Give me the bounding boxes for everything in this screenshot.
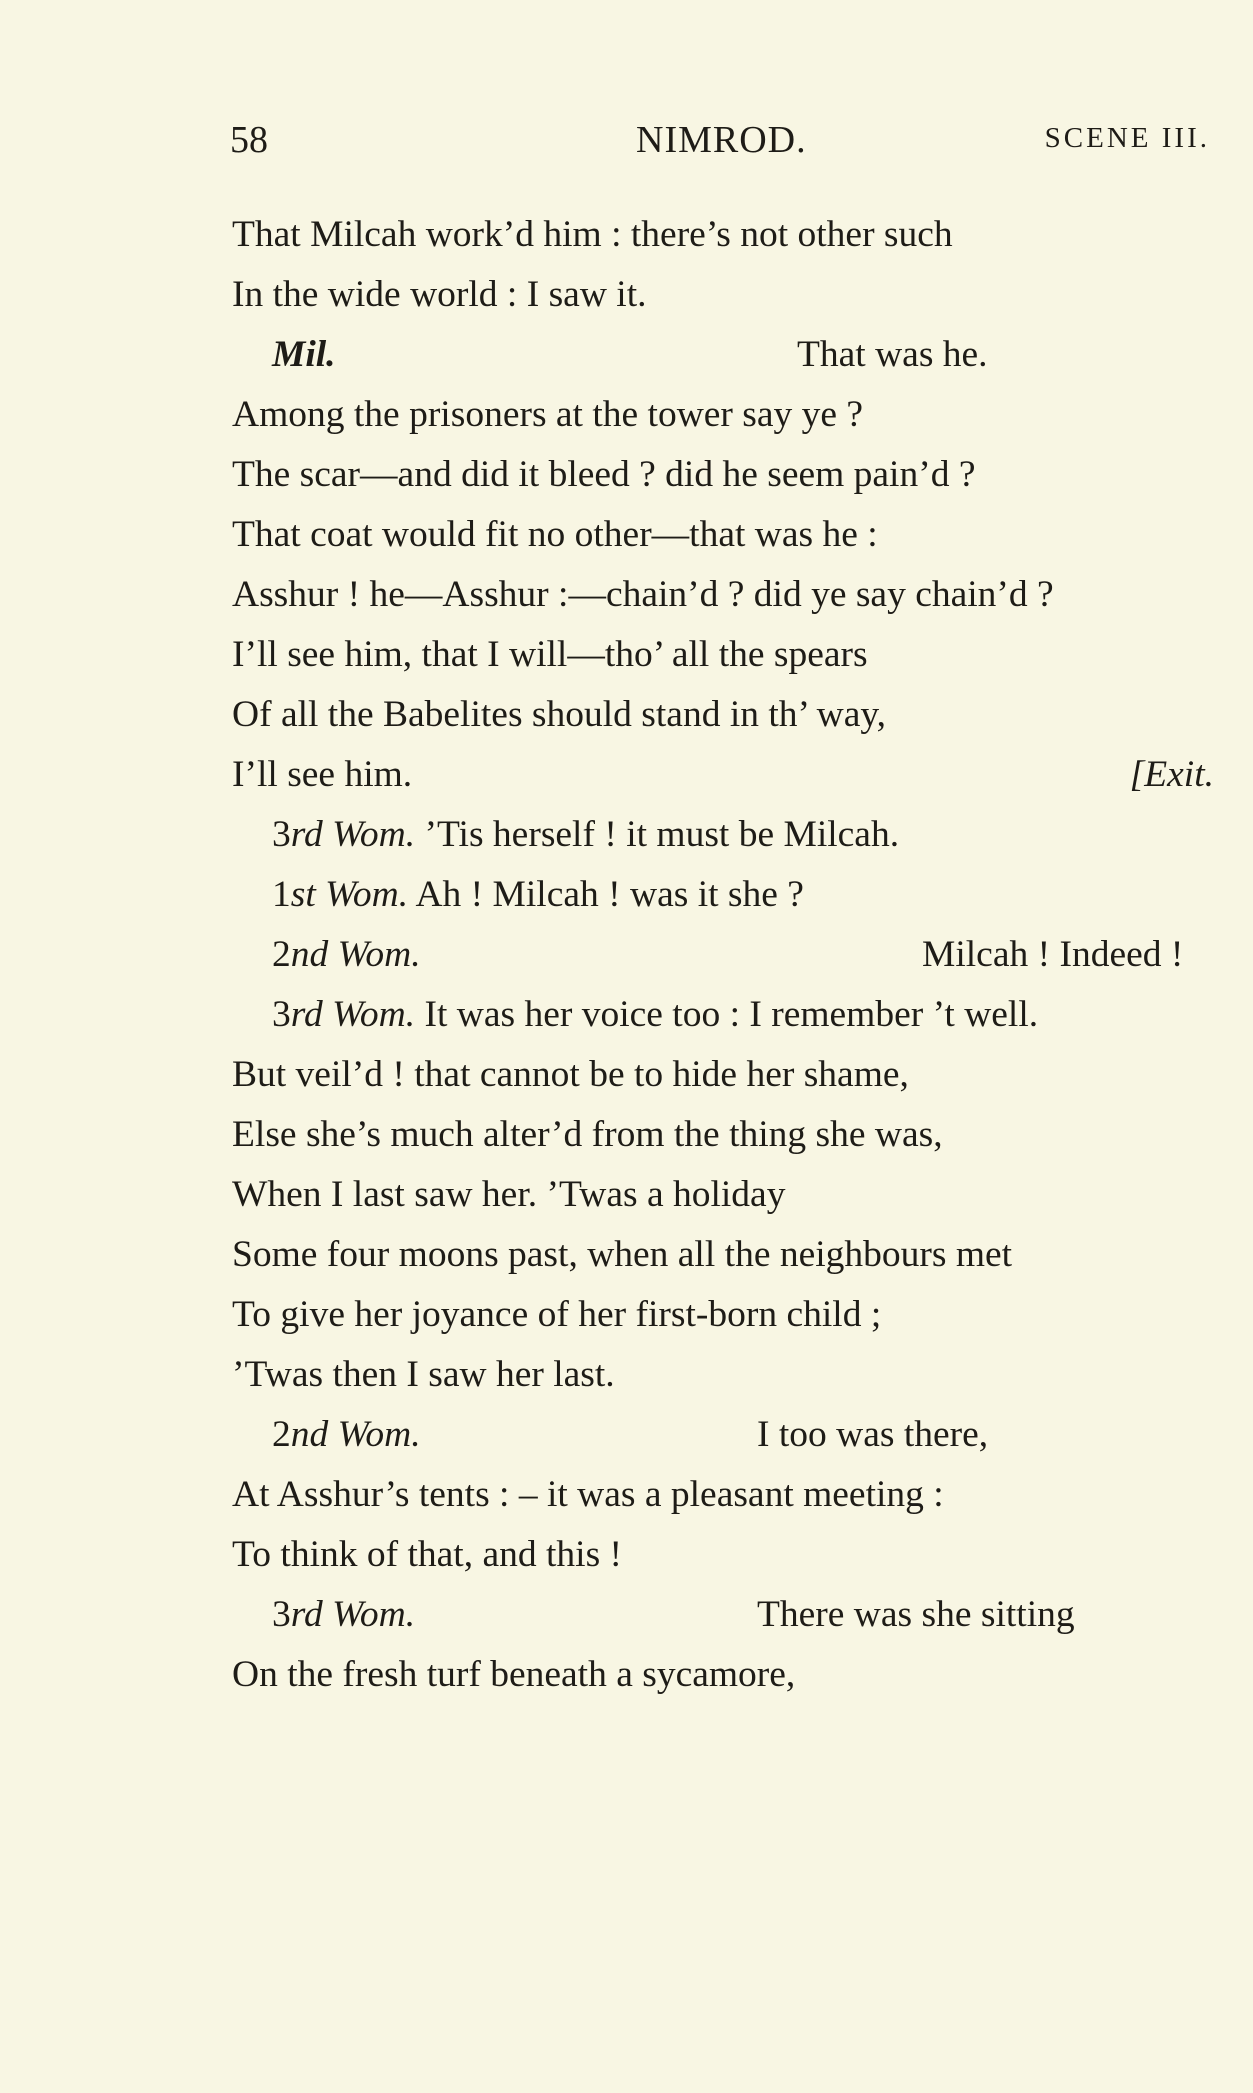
page-number: 58 xyxy=(230,119,268,161)
speaker-name: 3rd Wom. xyxy=(272,1594,416,1635)
speaker-name: 3rd Wom. xyxy=(272,994,416,1035)
verse-line: Asshur ! he—Asshur :—chain’d ? did ye say chain’d ? xyxy=(232,574,1054,615)
verse-line: That coat would fit no other—that was he : xyxy=(232,514,878,555)
verse-line: I’ll see him, that I will—tho’ all the spears xyxy=(232,634,868,675)
verse-line: Some four moons past, when all the neighbours met xyxy=(232,1234,1013,1275)
line-continuation: I too was there, xyxy=(757,1414,989,1455)
running-title: NIMROD. xyxy=(636,119,807,161)
verse-line: To give her joyance of her first-born child ; xyxy=(232,1294,882,1335)
verse-line: That Milcah work’d him : there’s not other such xyxy=(232,214,953,255)
verse-line: At Asshur’s tents : – it was a pleasant meeting : xyxy=(232,1474,944,1515)
speaker-name: Mil. xyxy=(272,334,336,375)
verse-line: Else she’s much alter’d from the thing she was, xyxy=(232,1114,943,1155)
verse-line: When I last saw her. ’Twas a holiday xyxy=(232,1174,786,1215)
verse-line: But veil’d ! that cannot be to hide her shame, xyxy=(232,1054,909,1095)
verse-line: Among the prisoners at the tower say ye ? xyxy=(232,394,864,435)
verse-line: I’ll see him. [Exit. xyxy=(232,745,1232,805)
verse-line xyxy=(232,1585,1232,1645)
verse-line: In the wide world : I saw it. xyxy=(232,274,647,315)
verse-line: Of all the Babelites should stand in th’ way, xyxy=(232,694,887,735)
line-continuation: There was she sitting xyxy=(757,1594,1075,1635)
verse-line xyxy=(232,925,1232,985)
speaker-name: 1st Wom. xyxy=(272,874,409,915)
verse-line: 1st Wom. Ah ! Milcah ! was it she ? xyxy=(272,874,804,915)
verse-line xyxy=(232,325,1232,385)
line-continuation: That was he. xyxy=(797,334,988,375)
verse-line: ’Twas then I saw her last. xyxy=(232,1354,615,1395)
verse-line: On the fresh turf beneath a sycamore, xyxy=(232,1654,796,1695)
stage-direction-exit: [Exit. xyxy=(1129,754,1214,795)
speaker-name: 3rd Wom. xyxy=(272,814,416,855)
verse-line: 3rd Wom. It was her voice too : I remember ’t well. xyxy=(272,994,1039,1035)
verse-line xyxy=(232,1405,1232,1465)
verse-line: To think of that, and this ! xyxy=(232,1534,623,1575)
speaker-name: 2nd Wom. xyxy=(272,934,421,975)
verse-text xyxy=(232,205,1232,1705)
line-continuation: Milcah ! Indeed ! xyxy=(922,934,1184,975)
verse-line: 3rd Wom. ’Tis herself ! it must be Milcah. xyxy=(272,814,900,855)
verse-line: The scar—and did it bleed ? did he seem pain’d ? xyxy=(232,454,976,495)
speaker-name: 2nd Wom. xyxy=(272,1414,421,1455)
scene-label: SCENE III. xyxy=(1044,122,1210,154)
running-header xyxy=(230,118,1210,168)
